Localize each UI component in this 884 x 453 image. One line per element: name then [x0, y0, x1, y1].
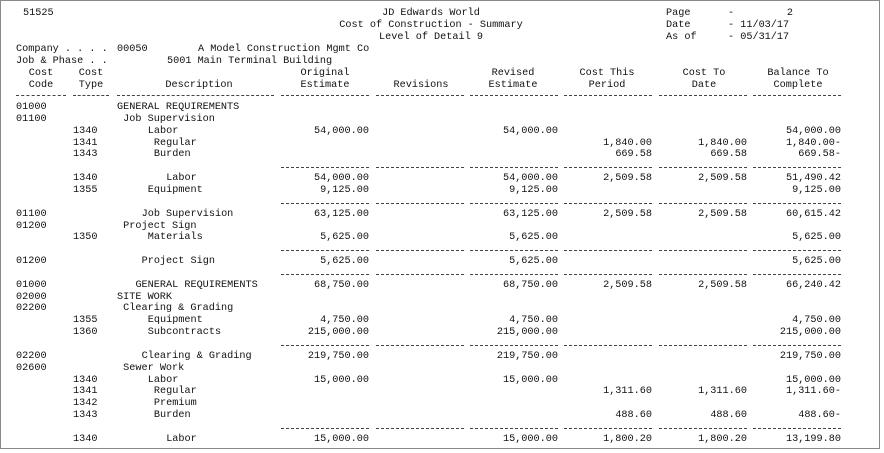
job-name: 5001 Main Terminal Building: [167, 56, 333, 67]
cost-this-period-cell: 1,840.00: [603, 137, 652, 149]
balance-to-complete-cell: 54,000.00: [785, 125, 841, 137]
col-description: Description: [165, 80, 233, 91]
cost-type-cell: 1343: [73, 410, 98, 422]
cost-to-date-cell: 1,311.60: [698, 386, 747, 398]
original-estimate-cell: 54,000.00: [313, 125, 369, 137]
description-cell: Regular: [153, 386, 197, 398]
cost-type-cell: 1340: [73, 433, 98, 445]
cost-to-date-cell: 2,509.58: [698, 173, 747, 185]
subtotal-rule: [281, 250, 369, 251]
subtotal-rule: [564, 250, 652, 251]
cost-to-date-cell: 1,840.00: [698, 137, 747, 149]
col-cost-type-2: Type: [78, 80, 104, 91]
balance-to-complete-cell: 66,240.42: [785, 279, 841, 291]
subtotal-rule: [470, 274, 558, 275]
asof-label: As of: [666, 32, 697, 43]
revised-estimate-cell: 5,625.00: [509, 232, 558, 244]
cost-code-cell: 02600: [16, 362, 47, 374]
subtotal-rule: [564, 345, 652, 346]
level-of-detail: Level of Detail 9: [379, 32, 483, 43]
description-cell: Project Sign: [123, 220, 197, 232]
description-cell: SITE WORK: [117, 291, 173, 303]
subtotal-rule: [281, 428, 369, 429]
original-estimate-cell: 68,750.00: [313, 279, 369, 291]
subtotal-rule: [659, 250, 747, 251]
description-cell: Labor: [147, 374, 179, 386]
description-cell: Labor: [147, 125, 179, 137]
cost-type-cell: 1343: [73, 149, 98, 161]
original-estimate-cell: 215,000.00: [307, 327, 369, 339]
subtotal-rule: [564, 428, 652, 429]
revised-estimate-cell: 215,000.00: [496, 327, 558, 339]
balance-to-complete-cell: 5,625.00: [792, 256, 841, 268]
description-cell: Clearing & Grading: [123, 303, 234, 315]
subtotal-rule: [753, 274, 841, 275]
subtotal-rule: [564, 274, 652, 275]
subtotal-rule: [753, 203, 841, 204]
description-cell: Regular: [153, 137, 197, 149]
cost-code-cell: 01200: [16, 256, 47, 268]
date-value: - 11/03/17: [728, 20, 790, 31]
description-cell: Burden: [153, 149, 191, 161]
original-estimate-cell: 9,125.00: [320, 184, 369, 196]
revised-estimate-cell: 15,000.00: [502, 374, 558, 386]
page-label: Page: [666, 8, 691, 19]
description-cell: GENERAL REQUIREMENTS: [117, 102, 240, 113]
description-cell: Sewer Work: [123, 362, 185, 374]
subtotal-rule: [470, 428, 558, 429]
header-rule: [659, 95, 747, 96]
subtotal-rule: [470, 345, 558, 346]
balance-to-complete-cell: 215,000.00: [779, 327, 841, 339]
cost-this-period-cell: 1,800.20: [603, 433, 652, 445]
col-cost-code-2: Code: [28, 80, 54, 91]
description-cell: Equipment: [147, 184, 203, 196]
header-rule: [470, 95, 558, 96]
description-cell: GENERAL REQUIREMENTS: [135, 279, 258, 291]
system-name: JD Edwards World: [382, 8, 480, 19]
cost-to-date-cell: 488.60: [710, 410, 747, 422]
description-cell: Labor: [166, 433, 197, 445]
subtotal-rule: [753, 345, 841, 346]
header-rule: [73, 95, 109, 96]
original-estimate-cell: 15,000.00: [313, 374, 369, 386]
original-estimate-cell: 219,750.00: [307, 350, 369, 362]
cost-this-period-cell: 2,509.58: [603, 208, 652, 220]
page-separator: -: [728, 8, 735, 19]
revised-estimate-cell: 5,625.00: [509, 256, 558, 268]
balance-to-complete-cell: 219,750.00: [779, 350, 841, 362]
balance-to-complete-cell: 15,000.00: [785, 374, 841, 386]
cost-type-cell: 1342: [73, 398, 98, 410]
subtotal-rule: [753, 428, 841, 429]
revised-estimate-cell: 219,750.00: [496, 350, 558, 362]
cost-code-cell: 01200: [16, 220, 47, 232]
revised-estimate-cell: 54,000.00: [502, 125, 558, 137]
subtotal-rule: [281, 203, 369, 204]
balance-to-complete-cell: 488.60-: [798, 410, 841, 422]
header-rule: [564, 95, 652, 96]
cost-type-cell: 1355: [73, 315, 98, 327]
description-cell: Project Sign: [141, 256, 215, 268]
col-period-2: Period: [588, 80, 626, 91]
company-label: Company . . . .: [16, 44, 108, 55]
subtotal-rule: [281, 345, 369, 346]
col-original-1: Original: [300, 68, 350, 79]
subtotal-rule: [753, 250, 841, 251]
col-revisions: Revisions: [393, 80, 449, 91]
col-revised-1: Revised: [491, 68, 535, 79]
cost-type-cell: 1341: [73, 386, 98, 398]
cost-to-date-cell: 2,509.58: [698, 208, 747, 220]
header-rule: [16, 95, 66, 96]
asof-value: - 05/31/17: [728, 32, 790, 43]
header-rule: [117, 95, 274, 96]
subtotal-rule: [753, 167, 841, 168]
cost-this-period-cell: 2,509.58: [603, 279, 652, 291]
cost-type-cell: 1360: [73, 327, 98, 339]
cost-this-period-cell: 669.58: [615, 149, 652, 161]
subtotal-rule: [659, 167, 747, 168]
company-code: 00050: [117, 44, 148, 55]
description-cell: Premium: [153, 398, 197, 410]
subtotal-rule: [659, 428, 747, 429]
job-label: Job & Phase . .: [16, 56, 108, 67]
balance-to-complete-cell: 13,199.80: [785, 433, 841, 445]
col-balance-2: Complete: [773, 80, 823, 91]
cost-code-cell: 01000: [16, 279, 47, 291]
description-cell: Burden: [153, 410, 191, 422]
revised-estimate-cell: 9,125.00: [509, 184, 558, 196]
cost-code-cell: 02000: [16, 291, 47, 303]
report-title: Cost of Construction - Summary: [339, 20, 523, 31]
description-cell: Clearing & Grading: [141, 350, 252, 362]
subtotal-rule: [376, 345, 464, 346]
report-id: 51525: [23, 8, 54, 19]
date-label: Date: [666, 20, 691, 31]
description-cell: Subcontracts: [147, 327, 222, 339]
description-cell: Materials: [147, 232, 203, 244]
description-cell: Equipment: [147, 315, 203, 327]
header-rule: [281, 95, 369, 96]
description-cell: Labor: [166, 173, 197, 185]
cost-to-date-cell: 1,800.20: [698, 433, 747, 445]
col-todate-2: Date: [691, 80, 717, 91]
original-estimate-cell: 5,625.00: [320, 256, 369, 268]
original-estimate-cell: 63,125.00: [313, 208, 369, 220]
subtotal-rule: [564, 203, 652, 204]
cost-code-cell: 02200: [16, 350, 47, 362]
company-name: A Model Construction Mgmt Co: [198, 44, 370, 55]
balance-to-complete-cell: 669.58-: [798, 149, 841, 161]
balance-to-complete-cell: 5,625.00: [792, 232, 841, 244]
page-number: 2: [786, 8, 793, 19]
cost-code-cell: 01100: [16, 208, 47, 220]
header-rule: [376, 95, 464, 96]
cost-this-period-cell: 2,509.58: [603, 173, 652, 185]
original-estimate-cell: 54,000.00: [313, 173, 369, 185]
cost-this-period-cell: 488.60: [615, 410, 652, 422]
revised-estimate-cell: 63,125.00: [502, 208, 558, 220]
subtotal-rule: [470, 167, 558, 168]
col-cost-code-1: Cost: [28, 68, 54, 79]
description-cell: Job Supervision: [141, 208, 234, 220]
original-estimate-cell: 4,750.00: [320, 315, 369, 327]
revised-estimate-cell: 4,750.00: [509, 315, 558, 327]
cost-type-cell: 1340: [73, 125, 98, 137]
balance-to-complete-cell: 9,125.00: [792, 184, 841, 196]
subtotal-rule: [564, 167, 652, 168]
balance-to-complete-cell: 1,840.00-: [785, 137, 841, 149]
subtotal-rule: [376, 167, 464, 168]
original-estimate-cell: 15,000.00: [313, 433, 369, 445]
subtotal-rule: [470, 203, 558, 204]
cost-type-cell: 1341: [73, 137, 98, 149]
revised-estimate-cell: 68,750.00: [502, 279, 558, 291]
subtotal-rule: [659, 274, 747, 275]
subtotal-rule: [376, 428, 464, 429]
cost-this-period-cell: 1,311.60: [603, 386, 652, 398]
subtotal-rule: [281, 167, 369, 168]
header-rule: [753, 95, 841, 96]
subtotal-rule: [659, 345, 747, 346]
col-balance-1: Balance To: [767, 68, 829, 79]
col-todate-1: Cost To: [682, 68, 726, 79]
cost-type-cell: 1340: [73, 374, 98, 386]
revised-estimate-cell: 15,000.00: [502, 433, 558, 445]
balance-to-complete-cell: 1,311.60-: [785, 386, 841, 398]
balance-to-complete-cell: 4,750.00: [792, 315, 841, 327]
cost-code-cell: 01000: [16, 102, 47, 113]
cost-code-cell: 02200: [16, 303, 47, 315]
subtotal-rule: [376, 274, 464, 275]
subtotal-rule: [376, 203, 464, 204]
subtotal-rule: [659, 203, 747, 204]
description-cell: Job Supervision: [123, 113, 215, 125]
cost-to-date-cell: 2,509.58: [698, 279, 747, 291]
subtotal-rule: [470, 250, 558, 251]
revised-estimate-cell: 54,000.00: [502, 173, 558, 185]
cost-type-cell: 1340: [73, 173, 98, 185]
balance-to-complete-cell: 51,490.42: [785, 173, 841, 185]
subtotal-rule: [281, 274, 369, 275]
cost-type-cell: 1355: [73, 184, 98, 196]
balance-to-complete-cell: 60,615.42: [785, 208, 841, 220]
cost-to-date-cell: 669.58: [710, 149, 747, 161]
cost-type-cell: 1350: [73, 232, 98, 244]
col-revised-2: Estimate: [488, 80, 538, 91]
col-cost-type-1: Cost: [78, 68, 104, 79]
subtotal-rule: [376, 250, 464, 251]
original-estimate-cell: 5,625.00: [320, 232, 369, 244]
col-original-2: Estimate: [300, 80, 350, 91]
col-period-1: Cost This: [579, 68, 635, 79]
cost-code-cell: 01100: [16, 113, 47, 125]
